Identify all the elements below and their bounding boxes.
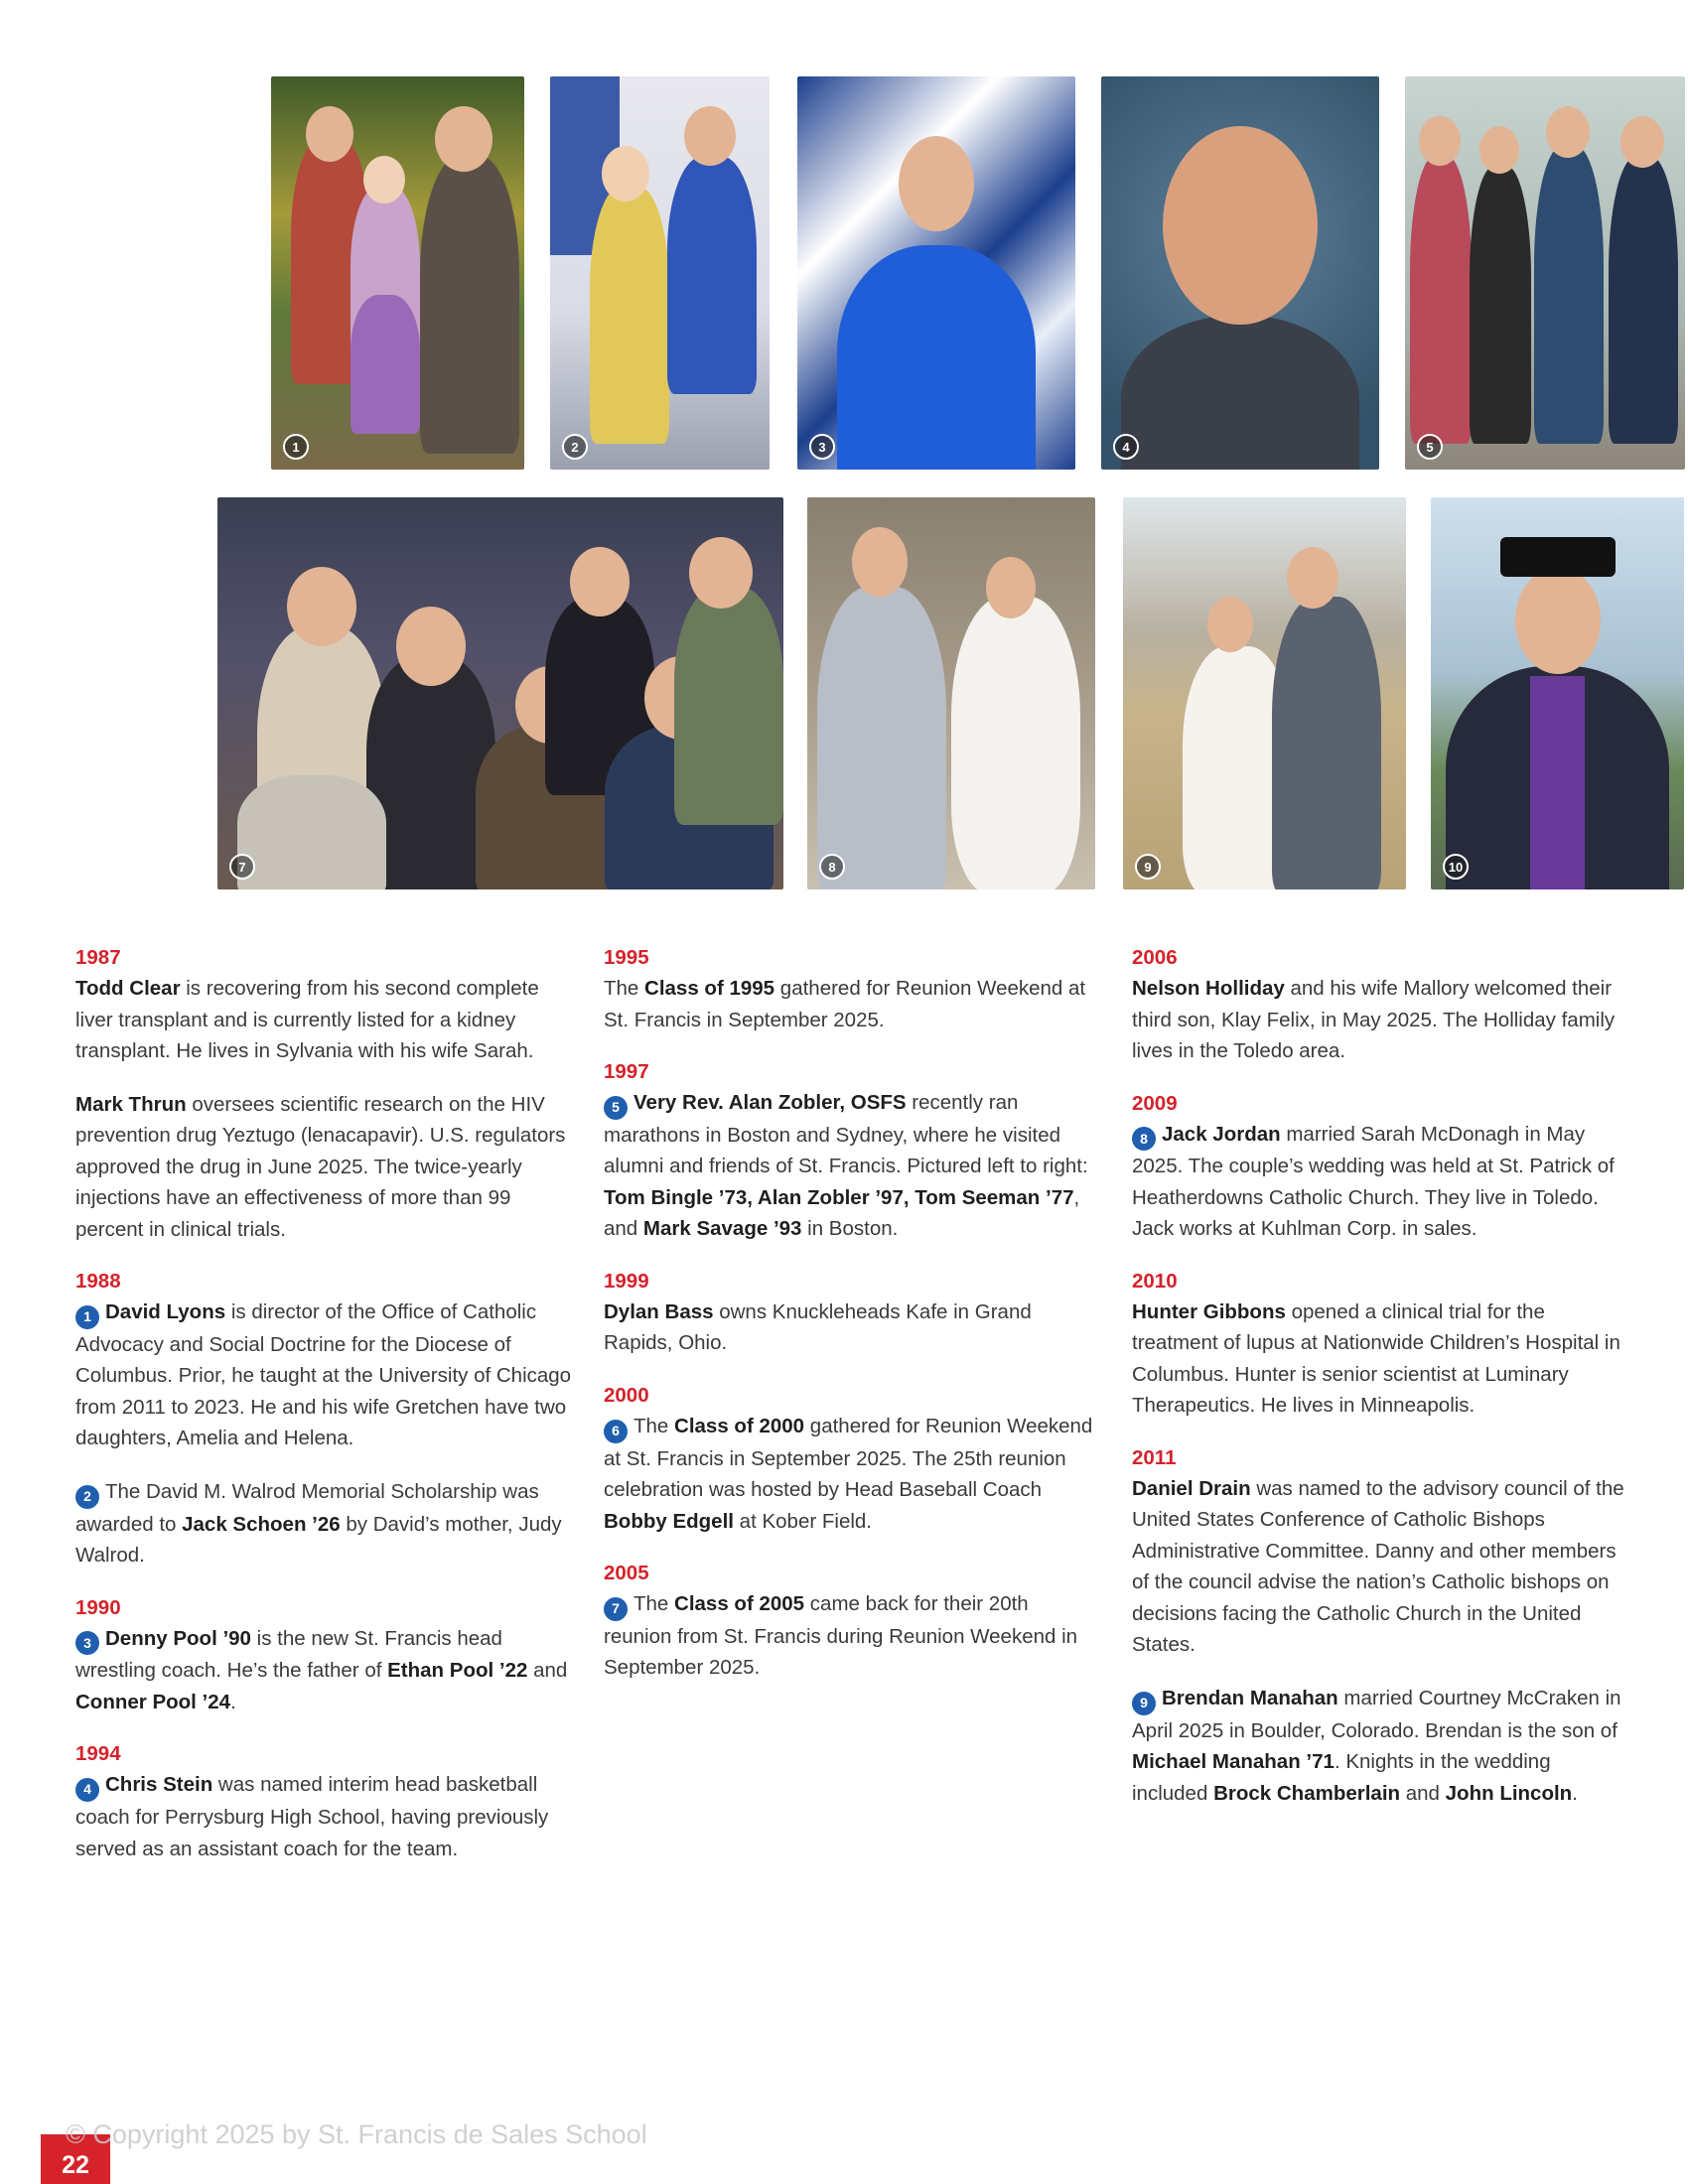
- note-text: is director of the Office of Catholic Advocacy and Social Doctrine for the Diocese of Columbus. Prior, he taught at the University of Chicago from 2011 to 2023. He and his wife Gretchen have two daughters, Amelia and Helena.: [75, 1300, 572, 1450]
- copyright-watermark: © Copyright 2025 by St. Francis de Sales School: [66, 2119, 647, 2149]
- note-text: and: [1400, 1781, 1446, 1805]
- photo-ref-badge: 3: [75, 1631, 99, 1655]
- note-text: is recovering from his second complete liver transplant and is currently listed for a kidney transplant. He lives in Sylvania with his wife Sarah.: [75, 977, 539, 1062]
- photo-4: [1101, 76, 1379, 470]
- class-note: [604, 1588, 1100, 1684]
- class-note: [604, 1087, 1100, 1245]
- alumni-name: Dylan Bass: [604, 1299, 714, 1323]
- alumni-name: Daniel Drain: [1132, 1476, 1251, 1500]
- note-text: The David M. Walrod Memorial Scholarship was awarded to: [75, 1479, 539, 1536]
- note-text: , and: [604, 1185, 1080, 1241]
- class-note: [75, 1089, 572, 1246]
- note-text: was named to the advisory council of the United States Conference of Catholic Bishops Administrative Committee. Danny and other members of the council advise the nation’s Catholic bishops on decisions facing the Catholic Church in the United States.: [1132, 1476, 1624, 1657]
- alumni-name: Chris Stein: [105, 1773, 213, 1797]
- photo-ref-badge: 5: [604, 1096, 628, 1120]
- alumni-name: Nelson Holliday: [1132, 977, 1285, 1000]
- note-text: was named interim head basketball coach for Perrysburg High School, having previously served as an assistant coach for the team.: [75, 1773, 549, 1860]
- alumni-name: Brock Chamberlain: [1213, 1781, 1401, 1805]
- year-heading: 2011: [1132, 1445, 1177, 1469]
- photo-number-badge: 8: [819, 854, 845, 880]
- alumni-name: John Lincoln: [1445, 1781, 1573, 1805]
- alumni-name: Class of 1995: [644, 977, 775, 1000]
- year-heading: 1994: [75, 1742, 121, 1766]
- class-note: [604, 1297, 1100, 1359]
- note-text: .: [1572, 1781, 1578, 1805]
- photo-number-badge: 1: [283, 434, 309, 460]
- year-heading: 2006: [1132, 946, 1178, 969]
- note-text: . Knights in the wedding included: [1132, 1750, 1551, 1805]
- alumni-name: David Lyons: [105, 1300, 226, 1323]
- class-note: [604, 1411, 1100, 1537]
- column-2: [604, 943, 1100, 1706]
- photo-ref-badge: 1: [75, 1305, 99, 1329]
- photo-ref-badge: 4: [75, 1778, 99, 1802]
- note-text: gathered for Reunion Weekend at St. Francis in September 2025.: [604, 977, 1086, 1031]
- class-note: [75, 1297, 572, 1454]
- alumni-name: Denny Pool ’90: [105, 1626, 251, 1650]
- photo-7: [217, 497, 783, 889]
- year-heading: 1999: [604, 1269, 649, 1293]
- note-text: opened a clinical trial for the treatment of lupus at Nationwide Children’s Hospital in Columbus. Hunter is senior scientist at Luminary Therapeutics. He lives in Minneapolis.: [1132, 1299, 1620, 1418]
- alumni-name: Mark Savage ’93: [642, 1217, 802, 1241]
- class-note: [1132, 973, 1628, 1067]
- note-text: oversees scientific research on the HIV prevention drug Yeztugo (lenacapavir). U.S. regulators approved the drug in June 2025. The twice-yearly injections have an effectiveness of more than 99 percent in clinical trials.: [75, 1092, 566, 1241]
- photo-8: [807, 497, 1095, 889]
- note-text: is the new St. Francis head wrestling coach. He’s the father of: [75, 1626, 502, 1683]
- class-note: [1132, 1297, 1628, 1422]
- photo-number-badge: 2: [562, 434, 588, 460]
- photo-ref-badge: 6: [604, 1420, 628, 1443]
- photo-5: [1405, 76, 1685, 470]
- alumni-name: Jack Schoen ’26: [182, 1512, 341, 1536]
- photo-9: [1123, 497, 1406, 889]
- photo-3: [797, 76, 1075, 470]
- note-text: gathered for Reunion Weekend at St. Francis in September 2025. The 25th reunion celebration was hosted by Head Baseball Coach: [604, 1414, 1093, 1501]
- year-heading: 1997: [604, 1060, 649, 1083]
- photo-ref-badge: 9: [1132, 1692, 1156, 1715]
- alumni-name: Ethan Pool ’22: [387, 1659, 528, 1683]
- alumni-name: Very Rev. Alan Zobler, OSFS: [633, 1091, 907, 1114]
- class-note: [75, 1476, 572, 1571]
- photo-10: [1431, 497, 1684, 889]
- note-text: .: [230, 1690, 236, 1713]
- note-text: by David’s mother, Judy Walrod.: [75, 1512, 562, 1567]
- photo-number-badge: 7: [229, 854, 255, 880]
- photo-number-badge: 5: [1417, 434, 1443, 460]
- alumni-name: Hunter Gibbons: [1132, 1299, 1286, 1323]
- year-heading: 2009: [1132, 1091, 1178, 1115]
- page-number: 22: [41, 2134, 110, 2184]
- note-text: and: [527, 1659, 568, 1683]
- class-note: [75, 973, 572, 1067]
- note-text: The: [604, 977, 645, 1000]
- alumni-name: Bobby Edgell: [604, 1509, 734, 1533]
- year-heading: 2005: [604, 1562, 649, 1584]
- photo-number-badge: 4: [1113, 434, 1139, 460]
- class-note: [1132, 1473, 1628, 1661]
- note-text: The: [633, 1414, 675, 1437]
- note-text: owns Knuckleheads Kafe in Grand Rapids, Ohio.: [604, 1299, 1032, 1355]
- year-heading: 2010: [1132, 1269, 1178, 1293]
- note-text: recently ran marathons in Boston and Sydney, where he visited alumni and friends of St. Francis. Pictured left to right:: [604, 1091, 1088, 1178]
- alumni-name: Jack Jordan: [1162, 1122, 1281, 1146]
- photo-number-badge: 10: [1443, 854, 1469, 880]
- year-heading: 2000: [604, 1383, 649, 1407]
- photo-ref-badge: 8: [1132, 1127, 1156, 1151]
- photo-2: [550, 76, 770, 470]
- note-text: married Sarah McDonagh in May 2025. The couple’s wedding was held at St. Patrick of Heatherdowns Catholic Church. They live in Toledo. Jack works at Kuhlman Corp. in sales.: [1132, 1122, 1615, 1241]
- year-heading: 1988: [75, 1270, 121, 1293]
- note-text: and his wife Mallory welcomed their third son, Klay Felix, in May 2025. The Holliday family lives in the Toledo area.: [1132, 977, 1616, 1062]
- photo-number-badge: 3: [809, 434, 835, 460]
- alumni-name: Class of 2005: [674, 1592, 805, 1615]
- alumni-name: Conner Pool ’24: [75, 1690, 231, 1713]
- note-text: The: [633, 1592, 675, 1615]
- note-text: in Boston.: [801, 1217, 899, 1241]
- alumni-name: Tom Bingle ’73, Alan Zobler ’97, Tom Seeman ’77: [604, 1185, 1074, 1209]
- class-note: [1132, 1683, 1628, 1809]
- photo-number-badge: 9: [1135, 854, 1161, 880]
- year-heading: 1987: [75, 946, 121, 969]
- column-1: [75, 943, 572, 1886]
- note-text: came back for their 20th reunion from St. Francis during Reunion Weekend in September 2025.: [604, 1592, 1078, 1680]
- class-note: [75, 1769, 572, 1864]
- class-note: [604, 973, 1100, 1035]
- alumni-name: Class of 2000: [674, 1414, 805, 1437]
- alumni-name: Todd Clear: [75, 977, 181, 1000]
- column-3: [1132, 943, 1628, 1831]
- photo-ref-badge: 7: [604, 1597, 628, 1621]
- alumni-name: Mark Thrun: [75, 1092, 187, 1116]
- note-text: at Kober Field.: [733, 1509, 872, 1533]
- class-note: [1132, 1119, 1628, 1245]
- note-text: married Courtney McCraken in April 2025 in Boulder, Colorado. Brendan is the son of: [1132, 1686, 1621, 1742]
- alumni-name: Brendan Manahan: [1162, 1686, 1338, 1709]
- year-heading: 1995: [604, 946, 649, 969]
- photo-1: [271, 76, 524, 470]
- photo-ref-badge: 2: [75, 1485, 99, 1509]
- year-heading: 1990: [75, 1595, 121, 1619]
- alumni-name: Michael Manahan ’71: [1132, 1750, 1335, 1773]
- class-note: [75, 1623, 572, 1718]
